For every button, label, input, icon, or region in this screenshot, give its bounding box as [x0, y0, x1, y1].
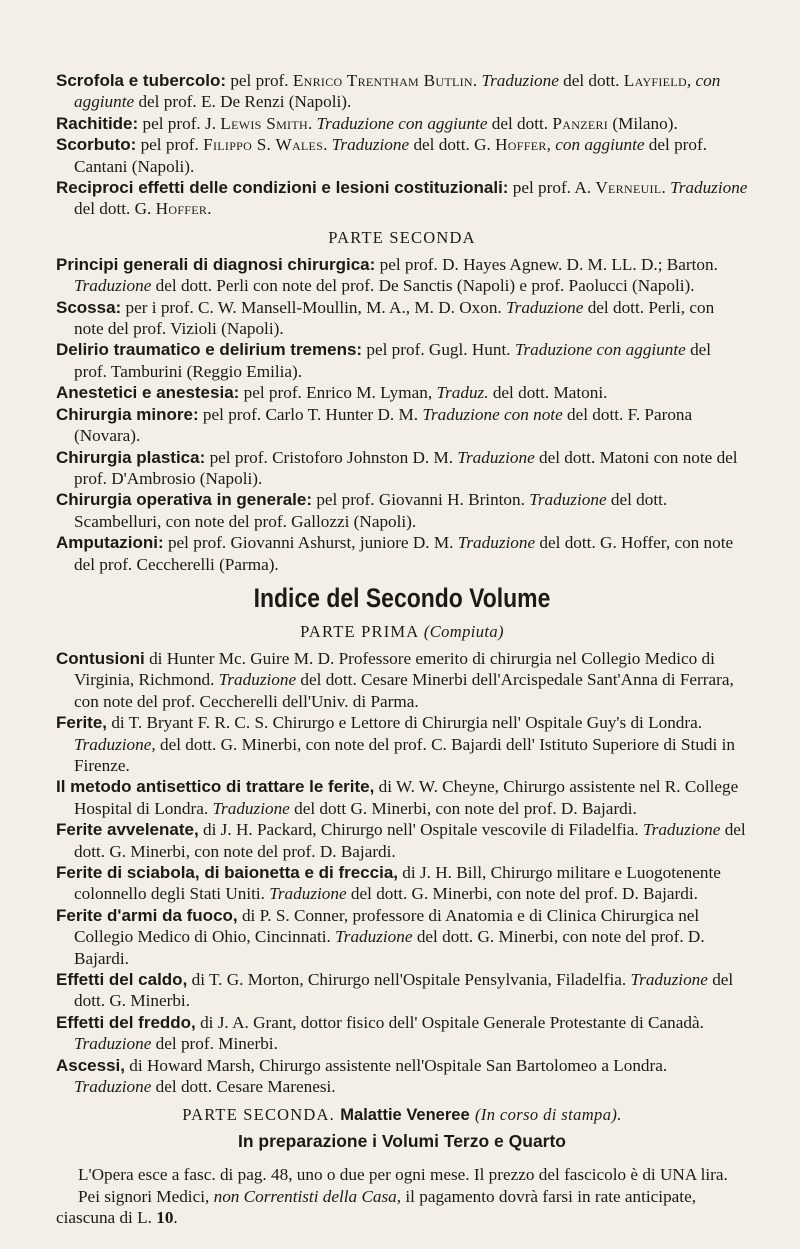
entry-effetti-freddo: Effetti del freddo, di J. A. Grant, dottor fisico dell' Ospitale Generale Protestante di Canadà. Traduzione del prof. Minerbi. [56, 1012, 704, 1054]
entry-ferite-armi-fuoco: Ferite d'armi da fuoco, di P. S. Conner, professore di Anatomia e di Clinica Chirurgica nel Collegio Medico di Ohio, Cincinnati. Traduzione del dott. G. Minerbi, con note del prof. D. Bajardi. [56, 905, 705, 968]
entry-contusioni: Contusioni di Hunter Mc. Guire M. D. Professore emerito di chirurgia nel Collegio Medico di Virginia, Richmond. Traduzione del dott. Cesare Minerbi dell'Arcispedale Sant'Anna di Ferrara, con note del prof. Ceccherelli dell'Univ. di Parma. [56, 648, 734, 711]
entry-rachitide: Rachitide: pel prof. J. Lewis Smith. Traduzione con aggiunte del dott. Panzeri (Milano). [56, 113, 678, 133]
part-status-note: (In corso di stampa). [474, 1105, 622, 1125]
entry-reciproci: Reciproci effetti delle condizioni e lesioni costituzionali: pel prof. A. Verneuil. Traduzione del dott. G. Hoffer. [56, 178, 748, 219]
section-parte-prima-entries [56, 70, 748, 220]
part-prima-heading: PARTE PRIMA (Compiuta) [300, 621, 504, 641]
part-seconda-heading: PARTE SECONDA [328, 227, 476, 247]
part-title: Malattie Veneree [340, 1106, 470, 1125]
part-seconda-veneree-heading: PARTE SECONDA. Malattie Veneree (In corso di stampa). [182, 1105, 622, 1125]
entry-author: Enrico Trentham Butlin [292, 71, 473, 90]
entry-heading: Scorbuto: [56, 135, 137, 155]
entry-delirio: Delirio traumatico e delirium tremens: pel prof. Gugl. Hunt. Traduzione con aggiunte del prof. Tamburini (Reggio Emilia). [56, 340, 712, 381]
section-parte-seconda-entries [56, 254, 748, 575]
entry-scorbuto: Scorbuto: pel prof. Filippo S. Wales. Traduzione del dott. G. Hoffer, con aggiunte del prof. Cantani (Napoli). [56, 135, 708, 176]
section-volume2-entries [56, 648, 748, 1098]
entry-effetti-caldo: Effetti del caldo, di T. G. Morton, Chirurgo nell'Ospitale Pensylvania, Filadelfia. Traduzione del dott. G. Minerbi. [56, 970, 734, 1011]
entry-chirurgia-plastica: Chirurgia plastica: pel prof. Cristoforo Johnston D. M. Traduzione del dott. Matoni con note del prof. D'Ambrosio (Napoli). [56, 447, 738, 488]
entry-amputazioni: Amputazioni: pel prof. Giovanni Ashurst, juniore D. M. Traduzione del dott. G. Hoffer, con note del prof. Ceccherelli (Parma). [56, 533, 734, 574]
entry-heading: Reciproci effetti delle condizioni e lesioni costituzionali: [56, 178, 509, 198]
volume-index-title: Indice del Secondo Volume [253, 582, 551, 613]
entry-heading: Scrofola e tubercolo: [56, 71, 227, 90]
entry-ferite-sciabola: Ferite di sciabola, di baionetta e di freccia, di J. H. Bill, Chirurgo militare e Luogotenente colonnello degli Stati Uniti. Traduzione del dott. G. Minerbi, con note del prof. D. Bajardi. [56, 863, 721, 904]
entry-ferite-avvelenate: Ferite avvelenate, di J. H. Packard, Chirurgo nell' Ospitale vescovile di Filadelfia. Traduzione del dott. G. Minerbi, con note del prof. D. Bajardi. [56, 820, 746, 861]
entry-chirurgia-operativa: Chirurgia operativa in generale: pel prof. Giovanni H. Brinton. Traduzione del dott. Scambelluri, con note del prof. Gallozzi (Napoli). [56, 490, 668, 531]
entry-principi-generali: Principi generali di diagnosi chirurgica: pel prof. D. Hayes Agnew. D. M. LL. D.; Barton. Traduzione del dott. Perli con note del prof. De Sanctis (Napoli) e prof. Paolucci (Napoli). [56, 254, 718, 296]
entry-metodo-antisettico: Il metodo antisettico di trattare le ferite, di W. W. Cheyne, Chirurgo assistente nel R. College Hospital di Londra. Traduzione del dott G. Minerbi, con note del prof. D. Bajardi. [56, 777, 739, 818]
payment-note: Pei signori Medici, non Correntisti della Casa, il pagamento dovrà farsi in rate anticipate, ciascuna di L. 10. [56, 1186, 697, 1228]
entry-chirurgia-minore: Chirurgia minore: pel prof. Carlo T. Hunter D. M. Traduzione con note del dott. F. Parona (Novara). [56, 404, 693, 446]
entry-author: Lewis Smith [220, 113, 308, 133]
entry-scossa: Scossa: per i prof. C. W. Mansell-Moullin, M. A., M. D. Oxon. Traduzione del dott. Perli, con note del prof. Vizioli (Napoli). [56, 297, 715, 339]
part-status-note: (Compiuta) [423, 621, 504, 641]
entry-anestetici: Anestetici e anestesia: pel prof. Enrico M. Lyman, Traduz. del dott. Matoni. [56, 383, 608, 403]
entry-author: Filippo S. Wales [203, 135, 324, 155]
entry-ascessi: Ascessi, di Howard Marsh, Chirurgo assistente nell'Ospitale San Bartolomeo a Londra. Traduzione del dott. Cesare Marenesi. [56, 1055, 668, 1097]
entry-ferite: Ferite, di T. Bryant F. R. C. S. Chirurgo e Lettore di Chirurgia nell' Ospitale Guy's di Londra. Traduzione, del dott. G. Minerbi, con note del prof. C. Bajardi dell' Istituto Superiore di Studi in Firenze. [56, 713, 735, 775]
price-amount: 10 [156, 1208, 174, 1228]
publication-note: L'Opera esce a fasc. di pag. 48, uno o due per ogni mese. Il prezzo del fascicolo è di UNA lira. [78, 1165, 728, 1185]
entry-author: Verneuil [595, 178, 662, 198]
preparation-notice: In preparazione i Volumi Terzo e Quarto [237, 1131, 566, 1152]
entry-scrofola: Scrofola e tubercolo: pel prof. Enrico Trentham Butlin. Traduzione del dott. Layfield, con aggiunte del prof. E. De Renzi (Napoli). [56, 71, 721, 112]
entry-heading: Rachitide: [56, 113, 139, 133]
